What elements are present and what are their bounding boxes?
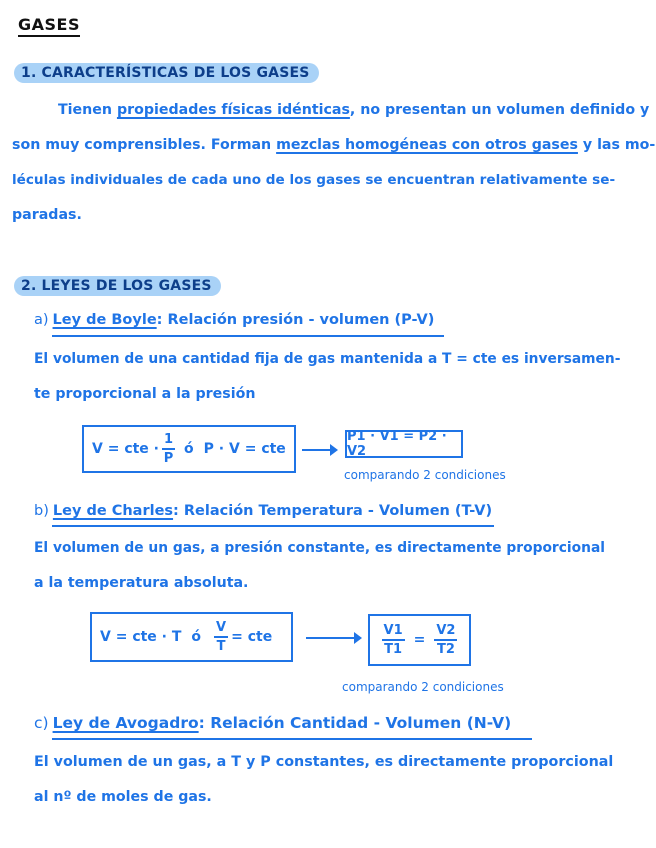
or-text: ó: [191, 629, 202, 645]
formula-text: P · V = cte: [203, 441, 286, 457]
item-letter: b): [34, 503, 49, 519]
avogadro-law-heading: [34, 714, 511, 732]
heading-underline: [52, 525, 494, 527]
item-letter: a): [34, 312, 49, 328]
law-relation: : Relación Cantidad - Volumen (N-V): [198, 714, 512, 732]
text: Tienen: [58, 102, 117, 118]
numerator: V1: [383, 623, 403, 639]
boyle-compare-box: P1 · V1 = P2 · V2: [345, 430, 463, 458]
boyle-compare-note: comparando 2 condiciones: [344, 468, 506, 482]
formula-text: = cte: [231, 629, 273, 645]
or-text: ó: [184, 441, 194, 457]
formula-text: V = cte · T: [100, 629, 182, 645]
denominator: T: [216, 638, 226, 654]
law-name: Ley de Boyle: [52, 312, 157, 328]
equals-sign: =: [413, 632, 426, 648]
boyle-line-1: El volumen de una cantidad fija de gas mantenida a T = cte es inversamen-: [34, 351, 621, 367]
text: son muy comprensibles. Forman: [12, 137, 277, 153]
denominator: P: [163, 450, 174, 466]
charles-line-2: a la temperatura absoluta.: [34, 575, 249, 591]
law-name: Ley de Charles: [52, 503, 174, 519]
section-2-heading: 2. LEYES DE LOS GASES: [14, 276, 221, 296]
underlined-text: propiedades físicas idénticas: [116, 102, 350, 118]
fraction: [382, 624, 405, 656]
page-title: GASES: [18, 15, 80, 37]
avogadro-line-1: El volumen de un gas, a T y P constantes, es directamente proporcional: [34, 754, 614, 770]
underlined-text: mezclas homogéneas con otros gases: [276, 137, 578, 153]
arrow-right-icon: [306, 637, 360, 639]
denominator: T1: [384, 641, 403, 657]
boyle-law-heading: [34, 312, 434, 328]
fraction: [434, 624, 457, 656]
heading-underline: [52, 738, 532, 740]
text: , no presentan un volumen definido y: [349, 102, 650, 118]
numerator: 1: [164, 432, 174, 448]
numerator: V: [216, 620, 227, 636]
section-1-line-4: paradas.: [12, 207, 82, 223]
law-relation: : Relación presión - volumen (P-V): [156, 312, 435, 328]
arrow-right-icon: [302, 449, 336, 451]
charles-compare-note: comparando 2 condiciones: [342, 680, 504, 694]
section-1-line-1: [58, 93, 649, 128]
charles-line-1: El volumen de un gas, a presión constante, es directamente proporcional: [34, 540, 605, 556]
section-1-line-2: [12, 128, 655, 163]
section-1-heading: 1. CARACTERÍSTICAS DE LOS GASES: [14, 63, 319, 83]
text: y las mo-: [577, 137, 656, 153]
numerator: V2: [436, 623, 456, 639]
formula-text: V = cte ·: [92, 441, 159, 457]
item-letter: c): [34, 714, 49, 732]
charles-formula-box: [90, 612, 293, 662]
denominator: T2: [436, 641, 455, 657]
law-name: Ley de Avogadro: [52, 714, 199, 732]
avogadro-line-2: al nº de moles de gas.: [34, 789, 212, 805]
fraction: [162, 433, 175, 465]
fraction: [214, 621, 228, 653]
heading-underline: [52, 335, 444, 337]
charles-compare-box: [368, 614, 471, 666]
law-relation: : Relación Temperatura - Volumen (T-V): [173, 503, 493, 519]
charles-law-heading: [34, 503, 492, 519]
boyle-line-2: te proporcional a la presión: [34, 386, 256, 402]
section-1-line-3: léculas individuales de cada uno de los gases se encuentran relativamente se-: [12, 172, 616, 188]
boyle-formula-box: [82, 425, 296, 473]
